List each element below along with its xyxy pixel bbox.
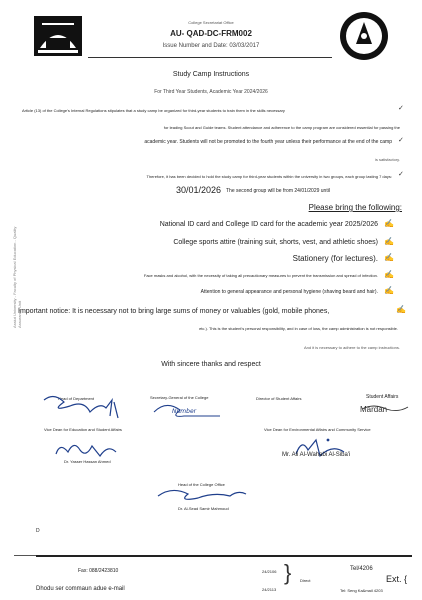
number-label: Number (172, 408, 197, 415)
footer-email: Dhodu ser commaun adue e-mail (36, 586, 125, 592)
vice-dean-env-title: Vice Dean for Environmental Affairs and Community Service (264, 427, 371, 432)
pen-check-icon: ✍ (384, 286, 394, 295)
side-margin-text: Assiut University - Faculty of Physical Education - Quality Assurance Unit (12, 226, 22, 328)
check-mark-icon: ✓ (398, 137, 404, 144)
item-adhere: And it is necessary to adhere to the camp instructions. (303, 345, 400, 350)
check-mark-icon: ✓ (398, 105, 404, 112)
secretary-title: Secretary-General of the College (150, 395, 209, 400)
header-rule (88, 57, 332, 58)
item-appearance: Attention to general appearance and personal hygiene (shaving beard and hair). (200, 289, 378, 295)
pen-check-icon: ✍ (384, 253, 394, 262)
footer-ext: Ext. { (386, 574, 408, 584)
paragraph-line-4: is satisfactory. (374, 157, 400, 162)
second-group-text: The second group will be from 24/01/2029 until (226, 188, 330, 194)
footer-rule (36, 555, 412, 557)
yasser-name: Dr. Yasser Hassan Ahmed (64, 459, 111, 464)
item-id-card: National ID card and College ID card for the academic year 2025/2026 (159, 221, 378, 228)
mardan-name: Mardan (360, 405, 388, 414)
paragraph-line-2: for leading Scout and Guide teams. Student attendance and adherence to the camp program are considered essential for passing the (163, 125, 400, 130)
ali-name: Mr. Ali Al-Wahabi Al-Siba'i (282, 452, 351, 458)
dean-name: Dr. Al-Sead Samir Mahmoud (178, 506, 229, 511)
decision-text: Therefore, it has been decided to hold the study camp for third-year students within the university in two groups, each group lasting 7 days: (146, 174, 392, 179)
student-affairs-title: Student Affairs (366, 394, 399, 400)
item-face-masks: Face masks and alcohol, with the necessity of taking all precautionary measures to prevent the transmission and spread of infection. (143, 273, 378, 278)
university-logo (32, 14, 84, 58)
item-stationery: Stationery (for lectures). (292, 254, 378, 263)
footer-num-a: 24/2106 (262, 569, 277, 574)
footer-rule-left (14, 555, 36, 556)
paragraph-line-3: academic year. Students will not be promoted to the fourth year unless their performance at the end of the camp (144, 139, 392, 145)
footer-num-b: 24/2113 (262, 587, 277, 592)
decision-date: 30/01/2026 (176, 185, 222, 195)
footer-tel-small: Tel: Seng Ka&mail 4203 (340, 588, 383, 593)
office-label: College Secretariat Office (188, 20, 234, 25)
vice-dean-edu-title: Vice Dean for Education and Student Affairs (44, 427, 122, 432)
footer-direct: Direct (300, 578, 311, 583)
page-subtitle: For Third Year Students, Academic Year 2024/2026 (154, 89, 268, 95)
pen-check-icon: ✍ (384, 237, 394, 246)
head-dept-title: Head of Department (58, 396, 95, 401)
closing-thanks: With sincere thanks and respect (161, 361, 261, 368)
bring-heading: Please bring the following: (308, 203, 402, 212)
issue-number: Issue Number and Date: 03/03/2017 (162, 43, 260, 49)
item-important-notice: Important notice: It is necessary not to bring large sums of money or valuables (gold, mobile phones, (18, 308, 330, 315)
footer-fax: Fax: 088/2423810 (78, 568, 119, 574)
form-code: AU- QAD-DC-FRM002 (170, 29, 252, 38)
footer-tel: Tel/4206 (350, 566, 373, 572)
pen-check-icon: ✍ (384, 219, 394, 228)
faculty-logo (336, 10, 392, 62)
signature-dean (152, 482, 252, 508)
paragraph-line-1: Article (13) of the College's Internal Regulations stipulates that a study camp be organized for third-year students to train them in the skills necessary (22, 108, 285, 113)
pen-check-icon: ✍ (396, 305, 406, 314)
director-title: Director of Student Affairs (256, 396, 302, 401)
page-title: Study Camp Instructions (172, 71, 250, 78)
small-d-mark: D (36, 528, 40, 534)
pen-check-icon: ✍ (384, 270, 394, 279)
check-mark-icon: ✓ (398, 171, 404, 178)
office-title: Head of the College Office (178, 482, 225, 487)
item-sports-attire: College sports attire (training suit, shorts, vest, and athletic shoes) (173, 239, 378, 246)
item-responsibility: etc.). This is the student's personal responsibility, and in case of loss, the camp administration is not responsible. (199, 326, 398, 331)
footer-brace-icon: } (284, 560, 292, 585)
signature-head-dept (40, 394, 130, 424)
